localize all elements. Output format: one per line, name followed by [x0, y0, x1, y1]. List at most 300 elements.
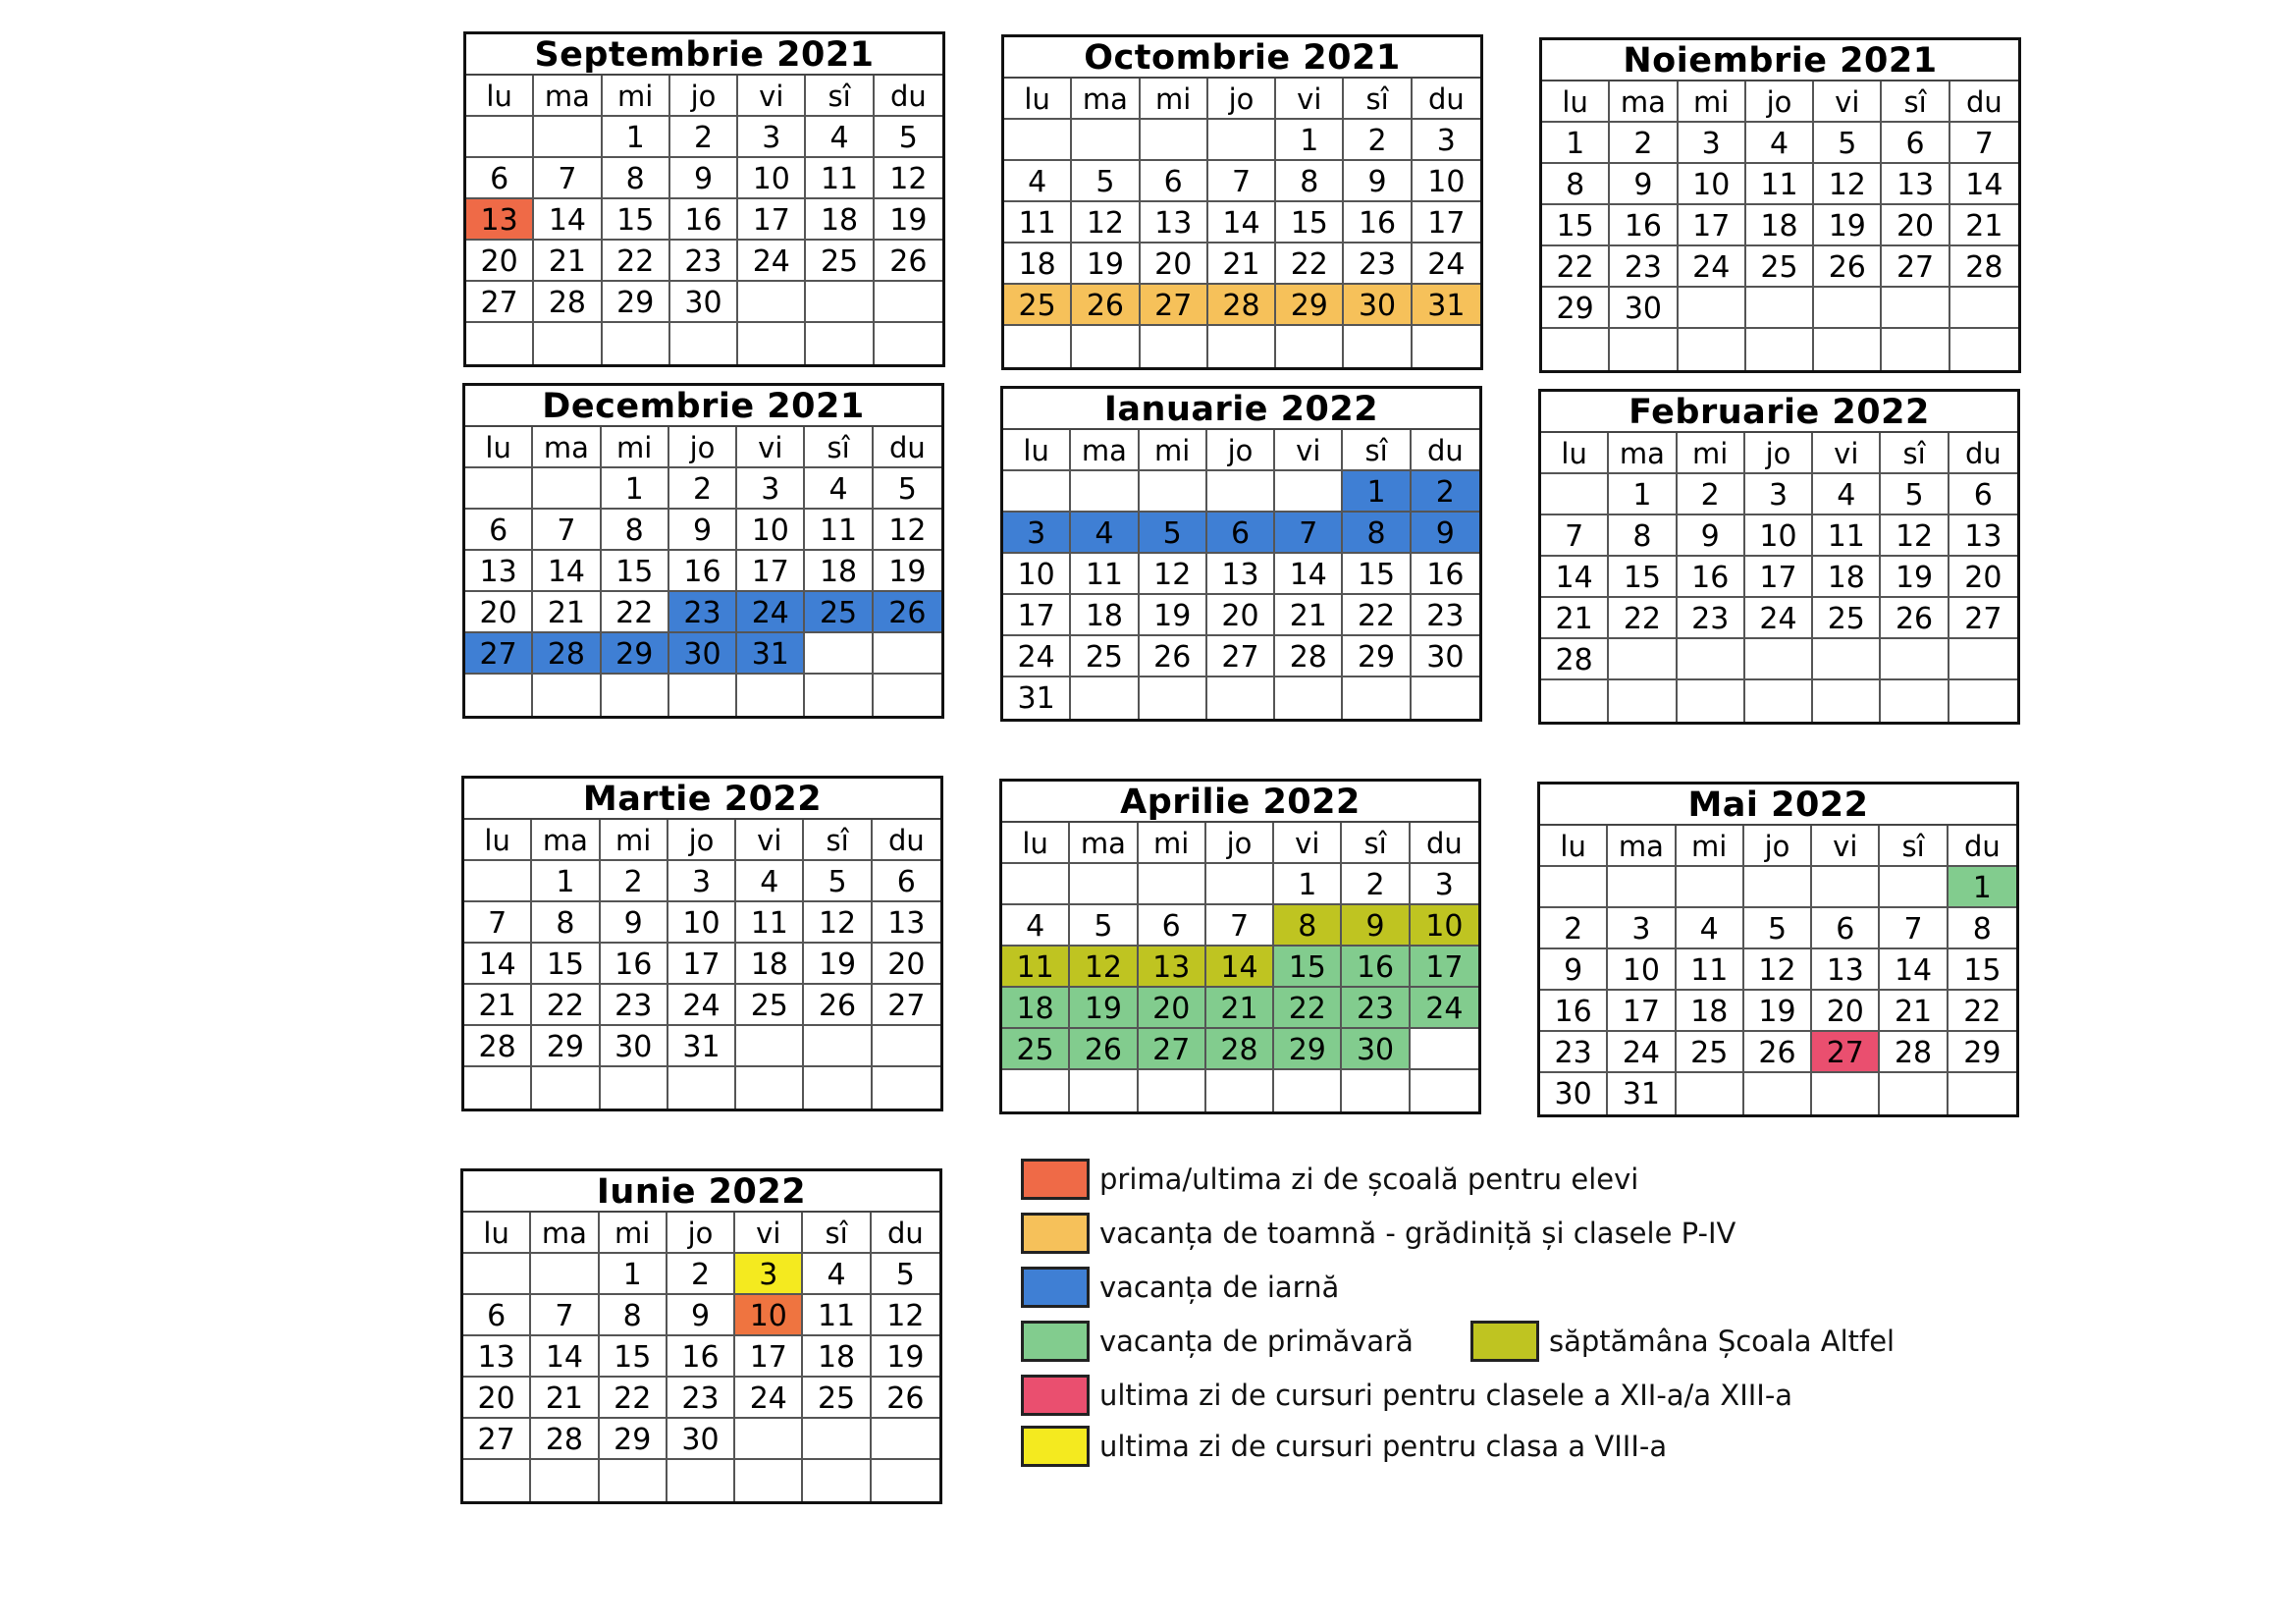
day-cell: 11: [1813, 515, 1881, 557]
empty-cell: [600, 1460, 667, 1501]
day-cell: 21: [1541, 598, 1609, 639]
weekday-header: vi: [735, 1213, 803, 1254]
empty-cell: [1678, 639, 1745, 680]
day-cell: 18: [1071, 595, 1139, 636]
day-cell: 27: [1207, 636, 1275, 677]
day-cell: 27: [873, 985, 940, 1026]
empty-cell: [1207, 471, 1275, 513]
empty-cell: [738, 282, 806, 323]
day-cell: 2: [1678, 474, 1745, 515]
empty-cell: [1610, 329, 1678, 370]
day-cell: 6: [1141, 161, 1208, 202]
day-cell: 12: [1814, 164, 1882, 205]
day-cell: 21: [1275, 595, 1343, 636]
day-cell: 2: [1412, 471, 1479, 513]
empty-cell: [1072, 326, 1140, 367]
day-cell: 6: [1882, 123, 1949, 164]
empty-cell: [1881, 639, 1949, 680]
weekday-header: vi: [736, 820, 804, 861]
day-cell: 19: [1814, 205, 1882, 246]
weekday-header: sî: [803, 1213, 871, 1254]
day-cell: 14: [1541, 557, 1609, 598]
month-grid: [464, 820, 940, 1109]
day-cell: 5: [1140, 513, 1207, 554]
day-cell: 28: [534, 282, 602, 323]
day-cell: 29: [600, 1419, 667, 1460]
day-cell: 18: [1677, 991, 1744, 1032]
day-cell: 12: [1070, 947, 1138, 988]
legend-item-last-day-viii: [1021, 1424, 1667, 1469]
month-october-2021: [1001, 34, 1483, 370]
day-cell: 5: [804, 861, 872, 902]
day-cell: 31: [1413, 285, 1480, 326]
day-cell: 9: [1344, 161, 1412, 202]
day-cell: 2: [667, 1254, 735, 1295]
day-cell: 17: [1413, 202, 1480, 244]
empty-cell: [1608, 867, 1676, 908]
day-cell: 10: [1679, 164, 1746, 205]
day-cell: 4: [803, 1254, 871, 1295]
day-cell: 3: [1679, 123, 1746, 164]
weekday-header: mi: [1679, 81, 1746, 123]
month-title: Iunie 2022: [463, 1171, 939, 1213]
weekday-header: sî: [1880, 826, 1948, 867]
day-cell: 23: [1678, 598, 1745, 639]
day-cell: 8: [1276, 161, 1344, 202]
day-cell: 20: [1949, 557, 2017, 598]
day-cell: 2: [1540, 908, 1608, 949]
day-cell: 8: [1343, 513, 1411, 554]
weekday-header: vi: [1812, 826, 1880, 867]
empty-cell: [1141, 120, 1208, 161]
day-cell: 17: [738, 199, 806, 241]
empty-cell: [1002, 1070, 1070, 1111]
empty-cell: [1880, 867, 1948, 908]
day-cell: 6: [463, 1295, 531, 1336]
day-cell: 14: [534, 199, 602, 241]
day-cell: 20: [1812, 991, 1880, 1032]
day-cell: 12: [1744, 949, 1812, 991]
weekday-header: vi: [738, 76, 806, 117]
empty-cell: [1071, 471, 1139, 513]
day-cell: 16: [1610, 205, 1678, 246]
empty-cell: [1412, 677, 1479, 719]
day-cell: 29: [1343, 636, 1411, 677]
empty-cell: [875, 323, 942, 364]
day-cell: 19: [1881, 557, 1949, 598]
empty-cell: [1746, 329, 1814, 370]
month-november-2021: [1539, 37, 2021, 373]
day-cell: 8: [1542, 164, 1610, 205]
day-cell: 22: [600, 1378, 667, 1419]
legend-label: săptămâna Școala Altfel: [1549, 1325, 1896, 1358]
day-cell: 4: [1813, 474, 1881, 515]
day-cell: 11: [1071, 554, 1139, 595]
weekday-header: du: [875, 76, 942, 117]
weekday-header: mi: [1141, 79, 1208, 120]
day-cell: 30: [1540, 1073, 1608, 1114]
day-cell: 28: [464, 1026, 532, 1067]
day-cell: 7: [464, 902, 532, 944]
day-cell: 27: [463, 1419, 531, 1460]
day-cell: 15: [532, 944, 600, 985]
day-cell: 18: [1813, 557, 1881, 598]
day-cell: 18: [803, 1336, 871, 1378]
weekday-header: sî: [804, 820, 872, 861]
month-title: Noiembrie 2021: [1542, 40, 2018, 81]
month-june-2022: [460, 1168, 942, 1504]
day-cell: 4: [1002, 905, 1070, 947]
day-cell: 7: [531, 1295, 599, 1336]
day-cell: 9: [1678, 515, 1745, 557]
empty-cell: [463, 1254, 531, 1295]
empty-cell: [737, 675, 805, 716]
day-cell: 26: [875, 241, 942, 282]
day-cell: 15: [1949, 949, 2016, 991]
legend-swatch-autumn-vacation: [1021, 1213, 1090, 1254]
day-cell: 15: [603, 199, 670, 241]
day-cell: 17: [1608, 991, 1676, 1032]
day-cell: 18: [1746, 205, 1814, 246]
day-cell: 17: [1745, 557, 1813, 598]
legend-swatch-last-day-viii: [1021, 1426, 1090, 1467]
day-cell: 8: [602, 510, 669, 551]
day-cell: 24: [1003, 636, 1071, 677]
empty-cell: [1070, 1070, 1138, 1111]
day-cell: 16: [601, 944, 668, 985]
weekday-header: jo: [1207, 430, 1275, 471]
day-cell: 31: [737, 633, 805, 675]
day-cell: 1: [600, 1254, 667, 1295]
legend-label: ultima zi de cursuri pentru clasa a VIII-a: [1099, 1430, 1668, 1463]
day-cell: 29: [1949, 1032, 2016, 1073]
empty-cell: [874, 633, 941, 675]
day-cell: 30: [601, 1026, 668, 1067]
day-cell: 1: [1542, 123, 1610, 164]
empty-cell: [533, 468, 601, 510]
day-cell: 10: [737, 510, 805, 551]
weekday-header: mi: [603, 76, 670, 117]
day-cell: 22: [532, 985, 600, 1026]
day-cell: 28: [531, 1419, 599, 1460]
day-cell: 3: [1745, 474, 1813, 515]
day-cell: 21: [1880, 991, 1948, 1032]
day-cell: 21: [1208, 244, 1276, 285]
month-may-2022: [1537, 782, 2019, 1117]
day-cell: 27: [1141, 285, 1208, 326]
day-cell: 5: [1814, 123, 1882, 164]
empty-cell: [873, 1026, 940, 1067]
day-cell: 31: [668, 1026, 736, 1067]
empty-cell: [806, 282, 874, 323]
empty-cell: [533, 675, 601, 716]
day-cell: 3: [1413, 120, 1480, 161]
day-cell: 9: [669, 510, 737, 551]
day-cell: 29: [602, 633, 669, 675]
weekday-header: sî: [1342, 823, 1410, 864]
day-cell: 30: [1342, 1029, 1410, 1070]
empty-cell: [1139, 1070, 1206, 1111]
month-april-2022: [999, 779, 1481, 1114]
empty-cell: [532, 1067, 600, 1109]
day-cell: 26: [804, 985, 872, 1026]
empty-cell: [1677, 1073, 1744, 1114]
month-january-2022: [1000, 386, 1482, 722]
day-cell: 4: [1071, 513, 1139, 554]
empty-cell: [1679, 329, 1746, 370]
day-cell: 10: [738, 158, 806, 199]
day-cell: 5: [1072, 161, 1140, 202]
day-cell: 28: [1275, 636, 1343, 677]
legend-swatch-winter-vacation: [1021, 1267, 1090, 1308]
weekday-header: du: [1950, 81, 2018, 123]
empty-cell: [1141, 326, 1208, 367]
month-december-2021: [462, 383, 944, 719]
month-grid: [1541, 433, 2017, 722]
day-cell: 11: [1004, 202, 1072, 244]
weekday-header: sî: [1344, 79, 1412, 120]
day-cell: 16: [670, 199, 738, 241]
empty-cell: [1812, 1073, 1880, 1114]
weekday-header: ma: [534, 76, 602, 117]
day-cell: 24: [668, 985, 736, 1026]
weekday-header: vi: [1814, 81, 1882, 123]
day-cell: 27: [466, 282, 534, 323]
empty-cell: [872, 1419, 939, 1460]
day-cell: 26: [1881, 598, 1949, 639]
day-cell: 19: [1744, 991, 1812, 1032]
day-cell: 28: [1950, 246, 2018, 288]
empty-cell: [738, 323, 806, 364]
weekday-header: lu: [1542, 81, 1610, 123]
day-cell: 27: [465, 633, 533, 675]
day-cell: 16: [1342, 947, 1410, 988]
day-cell: 24: [738, 241, 806, 282]
legend-label: vacanța de primăvară: [1099, 1325, 1414, 1358]
day-cell: 16: [669, 551, 737, 592]
day-cell: 24: [1413, 244, 1480, 285]
day-cell: 21: [464, 985, 532, 1026]
day-cell: 23: [667, 1378, 735, 1419]
day-cell: 25: [736, 985, 804, 1026]
weekday-header: lu: [1004, 79, 1072, 120]
day-cell: 30: [667, 1419, 735, 1460]
day-cell: 19: [874, 551, 941, 592]
day-cell: 3: [737, 468, 805, 510]
day-cell: 11: [736, 902, 804, 944]
day-cell: 3: [735, 1254, 803, 1295]
month-september-2021: [463, 31, 945, 367]
weekday-header: lu: [1003, 430, 1071, 471]
day-cell: 17: [737, 551, 805, 592]
empty-cell: [1880, 1073, 1948, 1114]
day-cell: 17: [1003, 595, 1071, 636]
day-cell: 9: [1540, 949, 1608, 991]
empty-cell: [1208, 326, 1276, 367]
day-cell: 26: [1072, 285, 1140, 326]
day-cell: 22: [603, 241, 670, 282]
weekday-header: mi: [1677, 826, 1744, 867]
day-cell: 12: [1881, 515, 1949, 557]
legend-label: vacanța de iarnă: [1099, 1271, 1340, 1304]
day-cell: 24: [737, 592, 805, 633]
day-cell: 16: [1540, 991, 1608, 1032]
day-cell: 26: [1744, 1032, 1812, 1073]
empty-cell: [1072, 120, 1140, 161]
day-cell: 2: [670, 117, 738, 158]
day-cell: 12: [872, 1295, 939, 1336]
day-cell: 26: [1814, 246, 1882, 288]
day-cell: 10: [1411, 905, 1478, 947]
day-cell: 19: [1070, 988, 1138, 1029]
weekday-header: jo: [667, 1213, 735, 1254]
empty-cell: [804, 1067, 872, 1109]
weekday-header: ma: [1070, 823, 1138, 864]
day-cell: 17: [735, 1336, 803, 1378]
day-cell: 25: [806, 241, 874, 282]
day-cell: 4: [806, 117, 874, 158]
empty-cell: [1275, 471, 1343, 513]
day-cell: 7: [1950, 123, 2018, 164]
day-cell: 9: [1412, 513, 1479, 554]
weekday-header: jo: [1208, 79, 1276, 120]
empty-cell: [1746, 288, 1814, 329]
day-cell: 15: [1274, 947, 1342, 988]
month-title: Ianuarie 2022: [1003, 389, 1479, 430]
empty-cell: [1071, 677, 1139, 719]
day-cell: 5: [1070, 905, 1138, 947]
day-cell: 3: [1003, 513, 1071, 554]
day-cell: 25: [805, 592, 873, 633]
day-cell: 1: [1949, 867, 2016, 908]
month-grid: [463, 1213, 939, 1501]
empty-cell: [1342, 1070, 1410, 1111]
weekday-header: sî: [805, 427, 873, 468]
day-cell: 6: [1949, 474, 2017, 515]
empty-cell: [736, 1067, 804, 1109]
day-cell: 13: [873, 902, 940, 944]
day-cell: 8: [1949, 908, 2016, 949]
weekday-header: mi: [1139, 823, 1206, 864]
day-cell: 22: [602, 592, 669, 633]
empty-cell: [875, 282, 942, 323]
day-cell: 25: [1813, 598, 1881, 639]
day-cell: 16: [1678, 557, 1745, 598]
day-cell: 7: [533, 510, 601, 551]
day-cell: 11: [803, 1295, 871, 1336]
day-cell: 12: [875, 158, 942, 199]
weekday-header: du: [1949, 433, 2017, 474]
day-cell: 7: [534, 158, 602, 199]
day-cell: 14: [531, 1336, 599, 1378]
legend-swatch-last-day-xii-xiii: [1021, 1375, 1090, 1416]
empty-cell: [1139, 864, 1206, 905]
empty-cell: [1206, 1070, 1274, 1111]
day-cell: 4: [805, 468, 873, 510]
day-cell: 4: [1677, 908, 1744, 949]
weekday-header: du: [1413, 79, 1480, 120]
empty-cell: [1814, 288, 1882, 329]
day-cell: 3: [1608, 908, 1676, 949]
empty-cell: [1411, 1070, 1478, 1111]
month-title: Aprilie 2022: [1002, 782, 1478, 823]
day-cell: 24: [1608, 1032, 1676, 1073]
empty-cell: [1002, 864, 1070, 905]
day-cell: 20: [1207, 595, 1275, 636]
day-cell: 25: [1071, 636, 1139, 677]
day-cell: 19: [1140, 595, 1207, 636]
weekday-header: du: [1411, 823, 1478, 864]
day-cell: 9: [667, 1295, 735, 1336]
empty-cell: [735, 1460, 803, 1501]
day-cell: 28: [1541, 639, 1609, 680]
empty-cell: [466, 323, 534, 364]
day-cell: 27: [1882, 246, 1949, 288]
day-cell: 20: [466, 241, 534, 282]
day-cell: 14: [1275, 554, 1343, 595]
day-cell: 15: [1343, 554, 1411, 595]
day-cell: 11: [806, 158, 874, 199]
empty-cell: [1540, 867, 1608, 908]
day-cell: 8: [1609, 515, 1677, 557]
empty-cell: [1003, 471, 1071, 513]
weekday-header: jo: [1746, 81, 1814, 123]
weekday-header: lu: [464, 820, 532, 861]
day-cell: 6: [1812, 908, 1880, 949]
empty-cell: [1542, 329, 1610, 370]
day-cell: 22: [1274, 988, 1342, 1029]
empty-cell: [1208, 120, 1276, 161]
weekday-header: jo: [1745, 433, 1813, 474]
day-cell: 6: [465, 510, 533, 551]
day-cell: 29: [1276, 285, 1344, 326]
day-cell: 12: [1140, 554, 1207, 595]
weekday-header: lu: [1540, 826, 1608, 867]
day-cell: 23: [1344, 244, 1412, 285]
day-cell: 20: [463, 1378, 531, 1419]
weekday-header: vi: [1274, 823, 1342, 864]
day-cell: 30: [1610, 288, 1678, 329]
day-cell: 6: [873, 861, 940, 902]
month-title: Mai 2022: [1540, 785, 2016, 826]
weekday-header: mi: [600, 1213, 667, 1254]
month-title: Octombrie 2021: [1004, 37, 1480, 79]
empty-cell: [1140, 677, 1207, 719]
day-cell: 19: [1072, 244, 1140, 285]
empty-cell: [670, 323, 738, 364]
legend-item-scoala-altfel: [1470, 1319, 1895, 1364]
empty-cell: [1812, 867, 1880, 908]
empty-cell: [1541, 474, 1609, 515]
empty-cell: [735, 1419, 803, 1460]
day-cell: 22: [1542, 246, 1610, 288]
day-cell: 24: [1411, 988, 1478, 1029]
empty-cell: [534, 117, 602, 158]
weekday-header: vi: [1275, 430, 1343, 471]
empty-cell: [601, 1067, 668, 1109]
day-cell: 2: [601, 861, 668, 902]
day-cell: 26: [1070, 1029, 1138, 1070]
weekday-header: lu: [1002, 823, 1070, 864]
empty-cell: [531, 1254, 599, 1295]
weekday-header: ma: [531, 1213, 599, 1254]
empty-cell: [669, 675, 737, 716]
legend-item-last-day-xii-xiii: [1021, 1373, 1792, 1418]
weekday-header: jo: [670, 76, 738, 117]
empty-cell: [1745, 639, 1813, 680]
day-cell: 5: [875, 117, 942, 158]
empty-cell: [466, 117, 534, 158]
